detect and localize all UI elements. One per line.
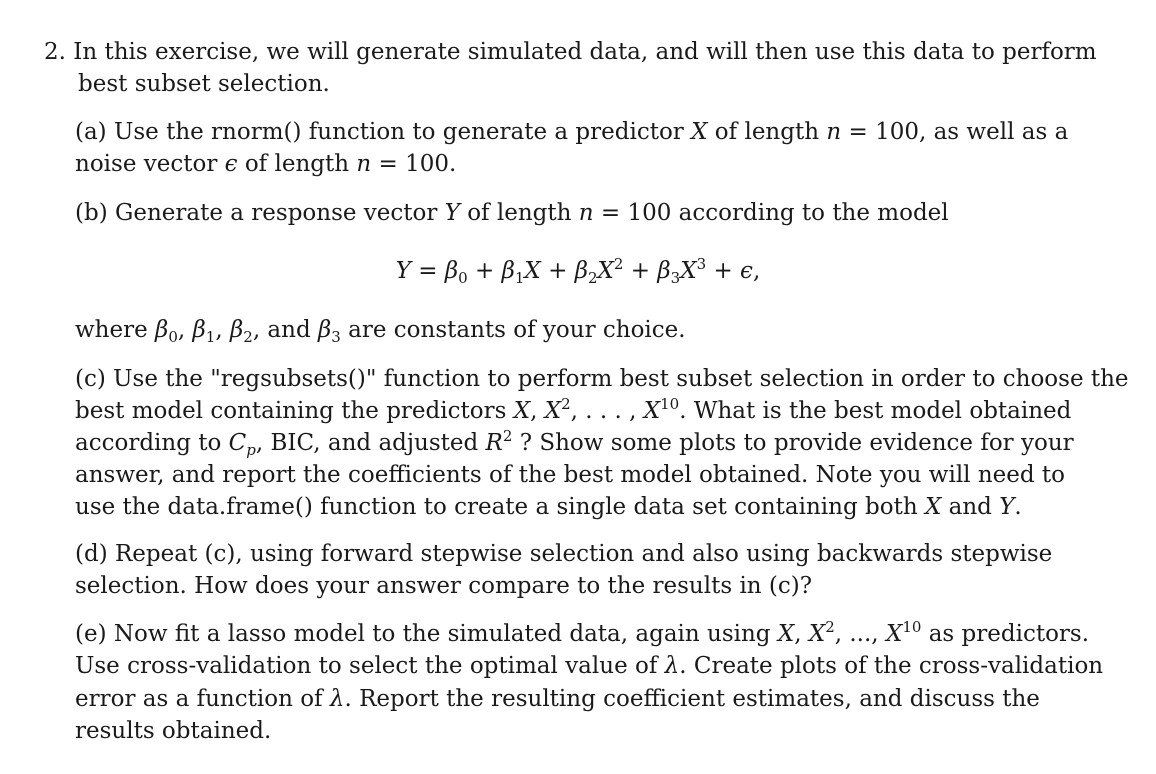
var-r: R <box>485 430 503 456</box>
eq-sub: 3 <box>670 269 681 287</box>
sub: 1 <box>205 328 216 346</box>
part-e-text-4: . Create plots of the cross-validation <box>679 653 1104 679</box>
var-x: X <box>643 398 661 424</box>
part-c-text-6: ? Show some plots to provide evidence for your <box>519 430 1074 456</box>
part-c-line-3 <box>75 427 1074 459</box>
sup: 10 <box>902 618 922 636</box>
sub: p <box>246 441 256 459</box>
problem-intro-line-1 <box>44 36 1097 68</box>
beta: β <box>192 317 206 343</box>
model-equation <box>0 255 1156 287</box>
eq-epsilon: ϵ <box>740 258 753 284</box>
part-e-line-4 <box>75 715 271 747</box>
var-lambda: λ <box>329 686 345 712</box>
var-x: X <box>691 119 708 145</box>
part-c-text-1: (c) Use the "regsubsets()" function to perform best subset selection in order to choose the <box>75 366 1129 392</box>
part-b-text-3: = 100 according to the model <box>600 200 949 226</box>
beta: β <box>155 317 169 343</box>
part-e-text-7: results obtained. <box>75 718 272 744</box>
var-epsilon: ϵ <box>224 151 238 177</box>
var-x: X <box>513 398 531 424</box>
eq-comma: , <box>752 258 761 284</box>
comma: , <box>215 317 230 343</box>
var-n: n <box>356 151 372 177</box>
problem-intro-text-2: best subset selection. <box>78 71 330 97</box>
problem-number: 2. <box>44 39 66 65</box>
sub: 0 <box>168 328 178 346</box>
part-c-text-4: according to <box>75 430 222 456</box>
and-word: and <box>948 494 992 520</box>
part-d-text-1: (d) Repeat (c), using forward stepwise selection and also using backwards stepwise <box>75 541 1053 567</box>
sub: 3 <box>331 328 341 346</box>
sup: 2 <box>561 395 571 413</box>
part-e-text-3: Use cross-validation to select the optimal value of <box>75 653 658 679</box>
part-e-text-5: error as a function of <box>75 686 323 712</box>
eq-beta: β <box>574 258 588 284</box>
part-e-line-3 <box>75 683 1040 715</box>
var-x: X <box>885 621 903 647</box>
problem-intro-line-2 <box>78 68 330 100</box>
part-e-line-2 <box>75 650 1103 682</box>
sup: 2 <box>825 618 835 636</box>
eq-x: X <box>524 258 541 284</box>
part-a-text-5: of length <box>244 151 350 177</box>
eq-equals: = <box>410 258 445 284</box>
var-n: n <box>578 200 594 226</box>
sep: , <box>794 621 809 647</box>
part-c-line-5 <box>75 491 1022 523</box>
eq-beta: β <box>657 258 671 284</box>
part-a-text-4: noise vector <box>75 151 218 177</box>
eq-beta: β <box>444 258 459 284</box>
part-c-text-8: use the data.frame() function to create a single data set containing both <box>75 494 918 520</box>
comma: , <box>177 317 193 343</box>
part-e-text-6: . Report the resulting coefficient estimates, and discuss the <box>344 686 1040 712</box>
eq-sup: 2 <box>613 255 624 273</box>
part-a-text-2: of length <box>714 119 820 145</box>
sup: 10 <box>660 395 680 413</box>
and-word: , and <box>252 317 318 343</box>
problem-intro-text: In this exercise, we will generate simulated data, and will then use this data to perform <box>73 39 1097 65</box>
part-c-text-7: answer, and report the coefficients of the best model obtained. Note you will need to <box>75 462 1066 488</box>
sub: 2 <box>243 328 253 346</box>
part-d-line-1 <box>75 538 1052 570</box>
part-c-text-2: best model containing the predictors <box>75 398 507 424</box>
var-lambda: λ <box>664 653 680 679</box>
eq-plus: + <box>623 258 658 284</box>
part-b-where-post: are constants of your choice. <box>348 317 686 343</box>
dots: , . . . , <box>570 398 644 424</box>
part-e-line-1 <box>75 618 1089 650</box>
part-d-text-2: selection. How does your answer compare to the results in (c)? <box>75 573 813 599</box>
eq-x: X <box>680 258 697 284</box>
part-b-line-1 <box>75 197 949 229</box>
eq-sub: 1 <box>514 269 525 287</box>
eq-sub: 2 <box>588 269 598 287</box>
var-x: X <box>777 621 795 647</box>
eq-plus: + <box>467 258 502 284</box>
var-x: X <box>544 398 562 424</box>
part-a-text-6: = 100. <box>378 151 457 177</box>
part-a-line-1 <box>75 116 1068 148</box>
part-b-text-2: of length <box>467 200 572 226</box>
eq-sup: 3 <box>696 255 707 273</box>
part-a-text-1: (a) Use the rnorm() function to generate a predictor <box>75 119 684 145</box>
eq-x: X <box>597 258 614 284</box>
var-y: Y <box>444 200 460 226</box>
beta: β <box>229 317 244 343</box>
part-c-line-2 <box>75 395 1071 427</box>
eq-sub: 0 <box>458 269 468 287</box>
part-e-text-2: as predictors. <box>928 621 1090 647</box>
sup: 2 <box>502 427 513 445</box>
part-c-line-1 <box>75 363 1129 395</box>
part-d-line-2 <box>75 570 812 602</box>
period: . <box>1014 494 1022 520</box>
dots: , ..., <box>834 621 886 647</box>
var-x: X <box>924 494 942 520</box>
eq-plus: + <box>706 258 741 284</box>
var-c: C <box>228 430 247 456</box>
sep: , <box>530 398 545 424</box>
part-c-text-3: . What is the best model obtained <box>679 398 1072 424</box>
eq-beta: β <box>501 258 515 284</box>
part-b-where: where <box>75 317 148 343</box>
part-c-line-4 <box>75 459 1065 491</box>
part-b-text-1: (b) Generate a response vector <box>75 200 438 226</box>
part-a-line-2 <box>75 148 456 180</box>
part-e-text-1: (e) Now fit a lasso model to the simulated data, again using <box>75 621 771 647</box>
eq-y: Y <box>395 258 411 284</box>
part-a-text-3: = 100, as well as a <box>848 119 1069 145</box>
var-y: Y <box>999 494 1015 520</box>
part-b-line-where <box>75 314 686 346</box>
beta: β <box>318 317 332 343</box>
part-c-text-5: , BIC, and adjusted <box>255 430 479 456</box>
eq-plus: + <box>540 258 575 284</box>
var-x: X <box>808 621 826 647</box>
var-n: n <box>826 119 842 145</box>
